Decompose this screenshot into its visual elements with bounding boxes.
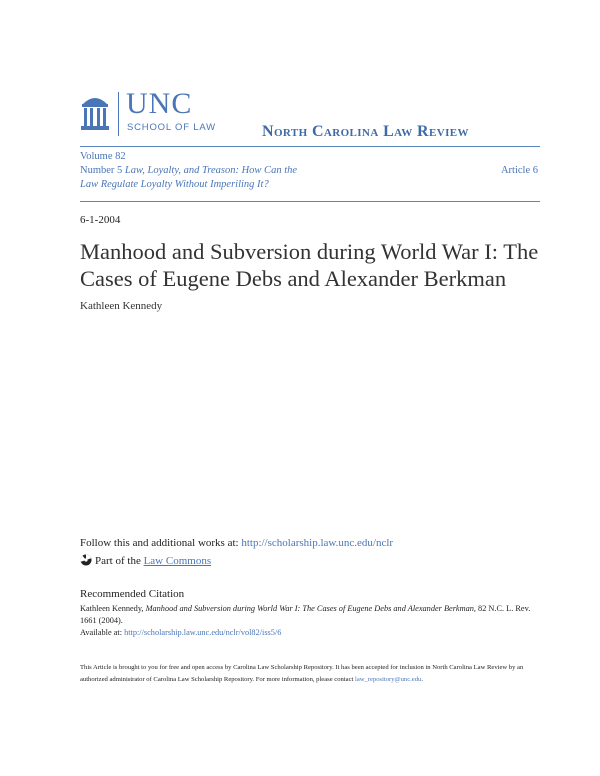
article-author: Kathleen Kennedy [80, 300, 163, 312]
part-of-line [80, 554, 211, 568]
follow-prefix: Follow this and additional works at: [80, 537, 242, 549]
issue-meta [80, 150, 297, 192]
issue-number: Number 5 [80, 165, 123, 176]
article-number[interactable]: Article 6 [500, 165, 538, 176]
access-notice [80, 662, 545, 686]
recommended-citation [80, 603, 540, 627]
logo-subtext: SCHOOL OF LAW [127, 122, 216, 133]
logo-text: UNC [126, 87, 193, 120]
issue-title-line1: Law, Loyalty, and Treason: How Can the [124, 165, 298, 176]
follow-line [80, 536, 393, 550]
available-prefix: Available at: [80, 628, 125, 637]
repository-link[interactable]: http://scholarship.law.unc.edu/nclr [241, 537, 394, 549]
network-icon [80, 554, 92, 566]
available-at-line [80, 627, 281, 639]
unc-school-of-law-logo [80, 87, 230, 136]
recommended-citation-heading: Recommended Citation [80, 588, 185, 600]
article-url-link[interactable]: http://scholarship.law.unc.edu/nclr/vol82/iss5/6 [124, 628, 282, 637]
header-divider [80, 146, 540, 147]
part-of-prefix: Part of the [95, 555, 144, 567]
logo-divider [118, 92, 119, 136]
volume-link[interactable]: Volume 82 [80, 151, 126, 162]
issue-link[interactable] [80, 164, 297, 178]
article-title: Manhood and Subversion during World War I: The Cases of Eugene Debs and Alexander Berkman [80, 239, 539, 291]
citation-author: Kathleen Kennedy, [80, 604, 146, 613]
publication-date: 6-1-2004 [80, 214, 121, 226]
citation-title: Manhood and Subversion during World War I: The Cases of Eugene Debs and Alexander Berkman [145, 604, 474, 613]
journal-title[interactable]: North Carolina Law Review [262, 123, 469, 140]
old-well-icon [80, 92, 110, 132]
access-notice-text: This Article is brought to you for free and open access by Carolina Law Scholarship Repository. It has been accepted for inclusion in North Carolina Law Review by an authorized administrator of Carolina Law Scholarship Repository. For more information, please contact [80, 664, 524, 683]
contact-email-link[interactable]: law_repository@unc.edu [354, 676, 422, 683]
issue-title-line2[interactable]: Law Regulate Loyalty Without Imperiling It? [80, 179, 269, 190]
law-commons-link[interactable]: Law Commons [143, 555, 212, 567]
access-notice-end: . [421, 676, 423, 683]
citation-rest: , 82 N.C. L. Rev. 1661 (2004). [80, 604, 531, 625]
meta-divider [80, 201, 540, 202]
